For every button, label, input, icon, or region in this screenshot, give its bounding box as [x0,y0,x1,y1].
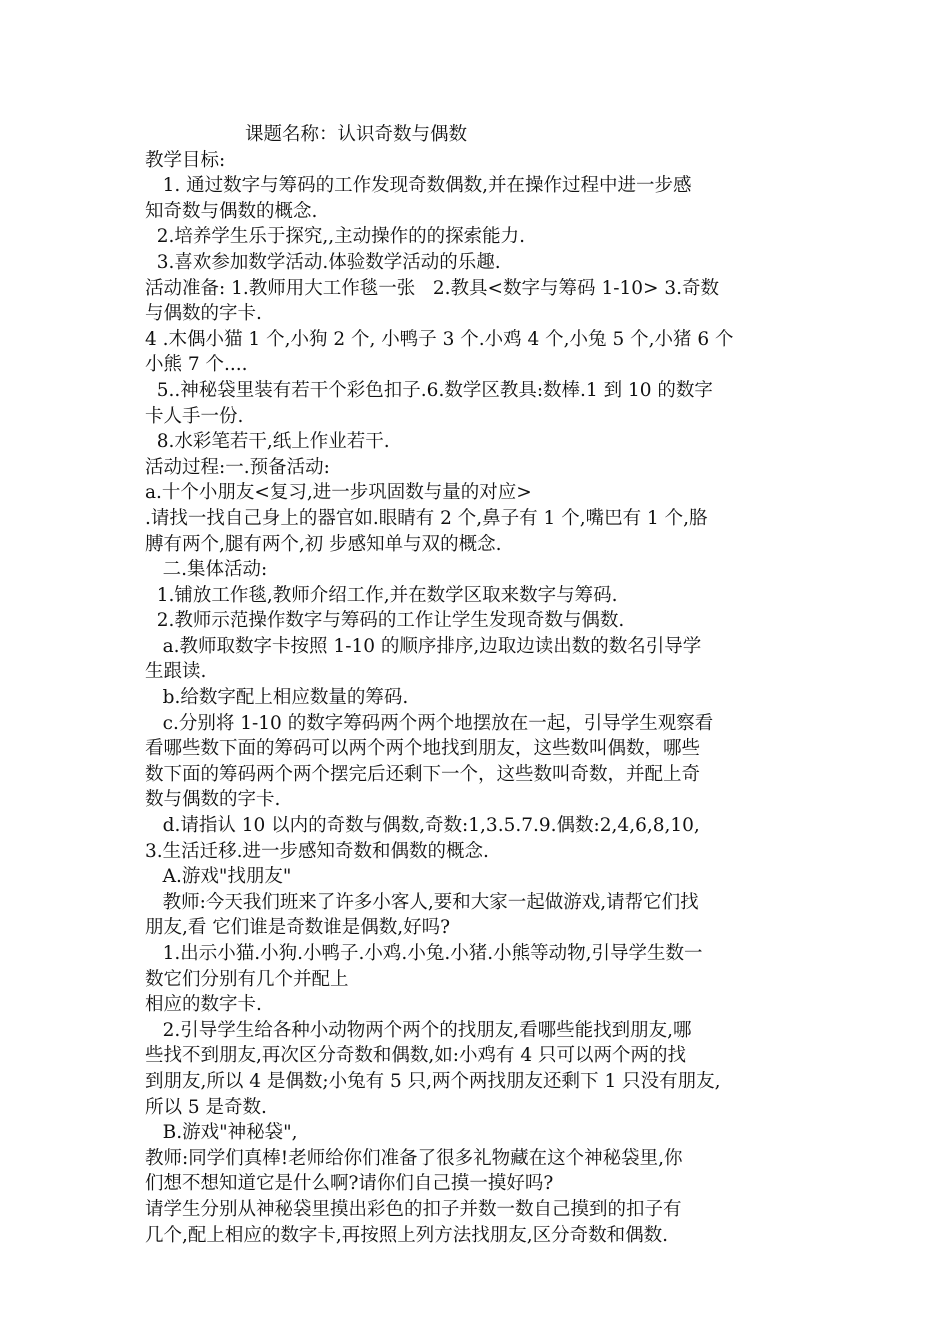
text-line: 3.喜欢参加数学活动.体验数学活动的乐趣. [145,251,501,273]
text-line: 8.水彩笔若干,纸上作业若干. [145,431,390,453]
text-line: 知奇数与偶数的概念. [145,200,318,222]
text-line: 膊有两个,腿有两个,初 步感知单与双的概念. [145,533,502,555]
text-line: 2.教师示范操作数字与筹码的工作让学生发现奇数与偶数. [145,610,625,632]
text-line: B.游戏"神秘袋", [145,1122,298,1144]
text-line: 几个,配上相应的数字卡,再按照上列方法找朋友,区分奇数和偶数. [145,1224,669,1246]
text-line: d.请指认 10 以内的奇数与偶数,奇数:1,3.5.7.9.偶数:2,4,6,8,10, [145,815,700,837]
text-line: 数它们分别有几个并配上 [145,968,349,990]
text-line: 相应的数字卡. [145,994,262,1016]
text-line: 卡人手一份. [145,405,244,427]
text-line: .请找一找自己身上的器官如.眼睛有 2 个,鼻子有 1 个,嘴巴有 1 个,胳 [145,507,708,529]
text-line: 活动过程:一.预备活动: [145,456,330,478]
text-line: 2.引导学生给各种小动物两个两个的找朋友,看哪些能找到朋友,哪 [145,1019,692,1041]
text-line: 活动准备: 1.教师用大工作毯一张 2.教具<数字与筹码 1-10> 3.奇数 [145,277,720,299]
text-line: 小熊 7 个.... [145,354,248,376]
text-line: 朋友,看 它们谁是奇数谁是偶数,好吗? [145,917,451,939]
text-line: b.给数字配上相应数量的筹码. [145,687,409,709]
text-line: 些找不到朋友,再次区分奇数和偶数,如:小鸡有 4 只可以两个两的找 [145,1045,687,1067]
text-line: a.十个小朋友<复习,进一步巩固数与量的对应> [145,482,532,504]
document-title: 课题名称：认识奇数与偶数 [245,124,468,145]
text-line: 1.铺放工作毯,教师介绍工作,并在数学区取来数字与筹码. [145,584,618,606]
text-line: 1. 通过数字与筹码的工作发现奇数偶数,并在操作过程中进一步感 [145,175,692,197]
text-line: 生跟读. [145,661,207,683]
text-line: 教师:同学们真棒!老师给你们准备了很多礼物藏在这个神秘袋里,你 [145,1147,683,1169]
text-line: 2.培养学生乐于探究,,主动操作的的探索能力. [145,226,526,248]
text-line: 们想不想知道它是什么啊?请你们自己摸一摸好吗? [145,1173,554,1195]
text-line: 教师:今天我们班来了许多小客人,要和大家一起做游戏,请帮它们找 [145,891,699,913]
text-line: c.分别将 1-10 的数字筹码两个两个地摆放在一起，引导学生观察看 [145,712,714,734]
text-line: a.教师取数字卡按照 1-10 的顺序排序,边取边读出数的数名引导学 [145,635,702,657]
text-line: 请学生分别从神秘袋里摸出彩色的扣子并数一数自己摸到的扣子有 [145,1198,682,1220]
text-line: 到朋友,所以 4 是偶数;小兔有 5 只,两个两找朋友还剩下 1 只没有朋友, [145,1070,721,1092]
text-line: 二.集体活动: [145,559,268,581]
text-line: A.游戏"找朋友" [145,866,292,888]
text-line: 数与偶数的字卡. [145,789,281,811]
text-line: 4 .木偶小猫 1 个,小狗 2 个, 小鸭子 3 个.小鸡 4 个,小兔 5 个,小猪 6 个 [145,328,734,350]
text-line: 看哪些数下面的筹码可以两个两个地找到朋友，这些数叫偶数，哪些 [145,738,701,760]
text-line: 1.出示小猫.小狗.小鸭子.小鸡.小兔.小猪.小熊等动物,引导学生数一 [145,943,703,964]
text-line: 5..神秘袋里装有若干个彩色扣子.6.数学区教具:数棒.1 到 10 的数字 [145,379,713,401]
text-line: 数下面的筹码两个两个摆完后还剩下一个，这些数叫奇数，并配上奇 [145,763,701,785]
text-line: 所以 5 是奇数. [145,1096,267,1118]
document-page [145,122,813,1248]
text-line: 与偶数的字卡. [145,303,262,325]
text-line: 3.生活迁移.进一步感知奇数和偶数的概念. [145,840,489,862]
text-line: 教学目标: [145,149,226,171]
